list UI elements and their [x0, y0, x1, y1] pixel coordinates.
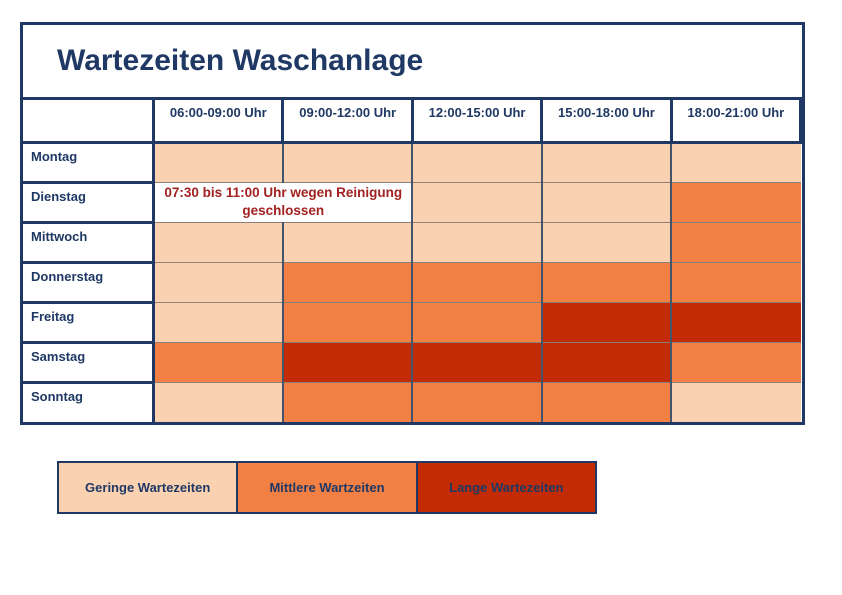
- table-header-row: [23, 100, 801, 142]
- table-row: [23, 382, 801, 422]
- wait-time-cell: [154, 142, 283, 182]
- wait-time-cell: [671, 302, 800, 342]
- wait-time-cell: [671, 382, 800, 422]
- wait-time-cell: [542, 262, 671, 302]
- day-label: Montag: [23, 142, 154, 182]
- wait-time-cell: [283, 222, 412, 262]
- wait-time-cell: [283, 262, 412, 302]
- table-row: [23, 222, 801, 262]
- wait-time-cell: [542, 382, 671, 422]
- day-label: Mittwoch: [23, 222, 154, 262]
- time-header: 18:00-21:00 Uhr: [671, 100, 800, 142]
- day-label: Donnerstag: [23, 262, 154, 302]
- wait-time-cell: [283, 342, 412, 382]
- page-title: Wartezeiten Waschanlage: [57, 44, 424, 77]
- closed-notice-cell: 07:30 bis 11:00 Uhr wegen Reinigung geschlossen: [154, 182, 413, 222]
- wait-times-table: [23, 100, 802, 422]
- table-row: [23, 302, 801, 342]
- wait-time-cell: [412, 222, 541, 262]
- table-row: [23, 182, 801, 222]
- wait-time-cell: [542, 222, 671, 262]
- time-header: 15:00-18:00 Uhr: [542, 100, 671, 142]
- corner-cell: [23, 100, 154, 142]
- legend-item-low: Geringe Wartezeiten: [59, 463, 236, 512]
- wait-time-cell: [671, 182, 800, 222]
- wait-time-cell: [283, 142, 412, 182]
- legend-item-high: Lange Wartezeiten: [416, 463, 595, 512]
- wait-time-cell: [283, 382, 412, 422]
- table-row: [23, 342, 801, 382]
- wait-time-cell: [412, 262, 541, 302]
- wait-time-cell: [671, 342, 800, 382]
- legend-item-medium: Mittlere Wartzeiten: [236, 463, 415, 512]
- wait-time-cell: [542, 142, 671, 182]
- wait-time-cell: [154, 302, 283, 342]
- wait-time-cell: [671, 222, 800, 262]
- wait-time-cell: [542, 302, 671, 342]
- wait-time-cell: [412, 182, 541, 222]
- wait-time-cell: [283, 302, 412, 342]
- wait-time-cell: [412, 342, 541, 382]
- schedule-frame: [20, 22, 805, 425]
- day-label: Freitag: [23, 302, 154, 342]
- day-label: Sonntag: [23, 382, 154, 422]
- time-header: 12:00-15:00 Uhr: [412, 100, 541, 142]
- wait-time-cell: [542, 342, 671, 382]
- wait-time-cell: [154, 262, 283, 302]
- wait-time-cell: [412, 142, 541, 182]
- wait-time-cell: [154, 222, 283, 262]
- wait-time-cell: [412, 302, 541, 342]
- wait-time-cell: [542, 182, 671, 222]
- day-label: Samstag: [23, 342, 154, 382]
- time-header: 09:00-12:00 Uhr: [283, 100, 412, 142]
- time-header: 06:00-09:00 Uhr: [154, 100, 283, 142]
- title-box: [23, 25, 802, 100]
- wait-time-cell: [671, 262, 800, 302]
- wait-time-cell: [671, 142, 800, 182]
- table-row: [23, 142, 801, 182]
- wait-time-cell: [154, 382, 283, 422]
- wait-time-cell: [154, 342, 283, 382]
- day-label: Dienstag: [23, 182, 154, 222]
- wait-time-cell: [412, 382, 541, 422]
- table-row: [23, 262, 801, 302]
- legend: [57, 461, 597, 514]
